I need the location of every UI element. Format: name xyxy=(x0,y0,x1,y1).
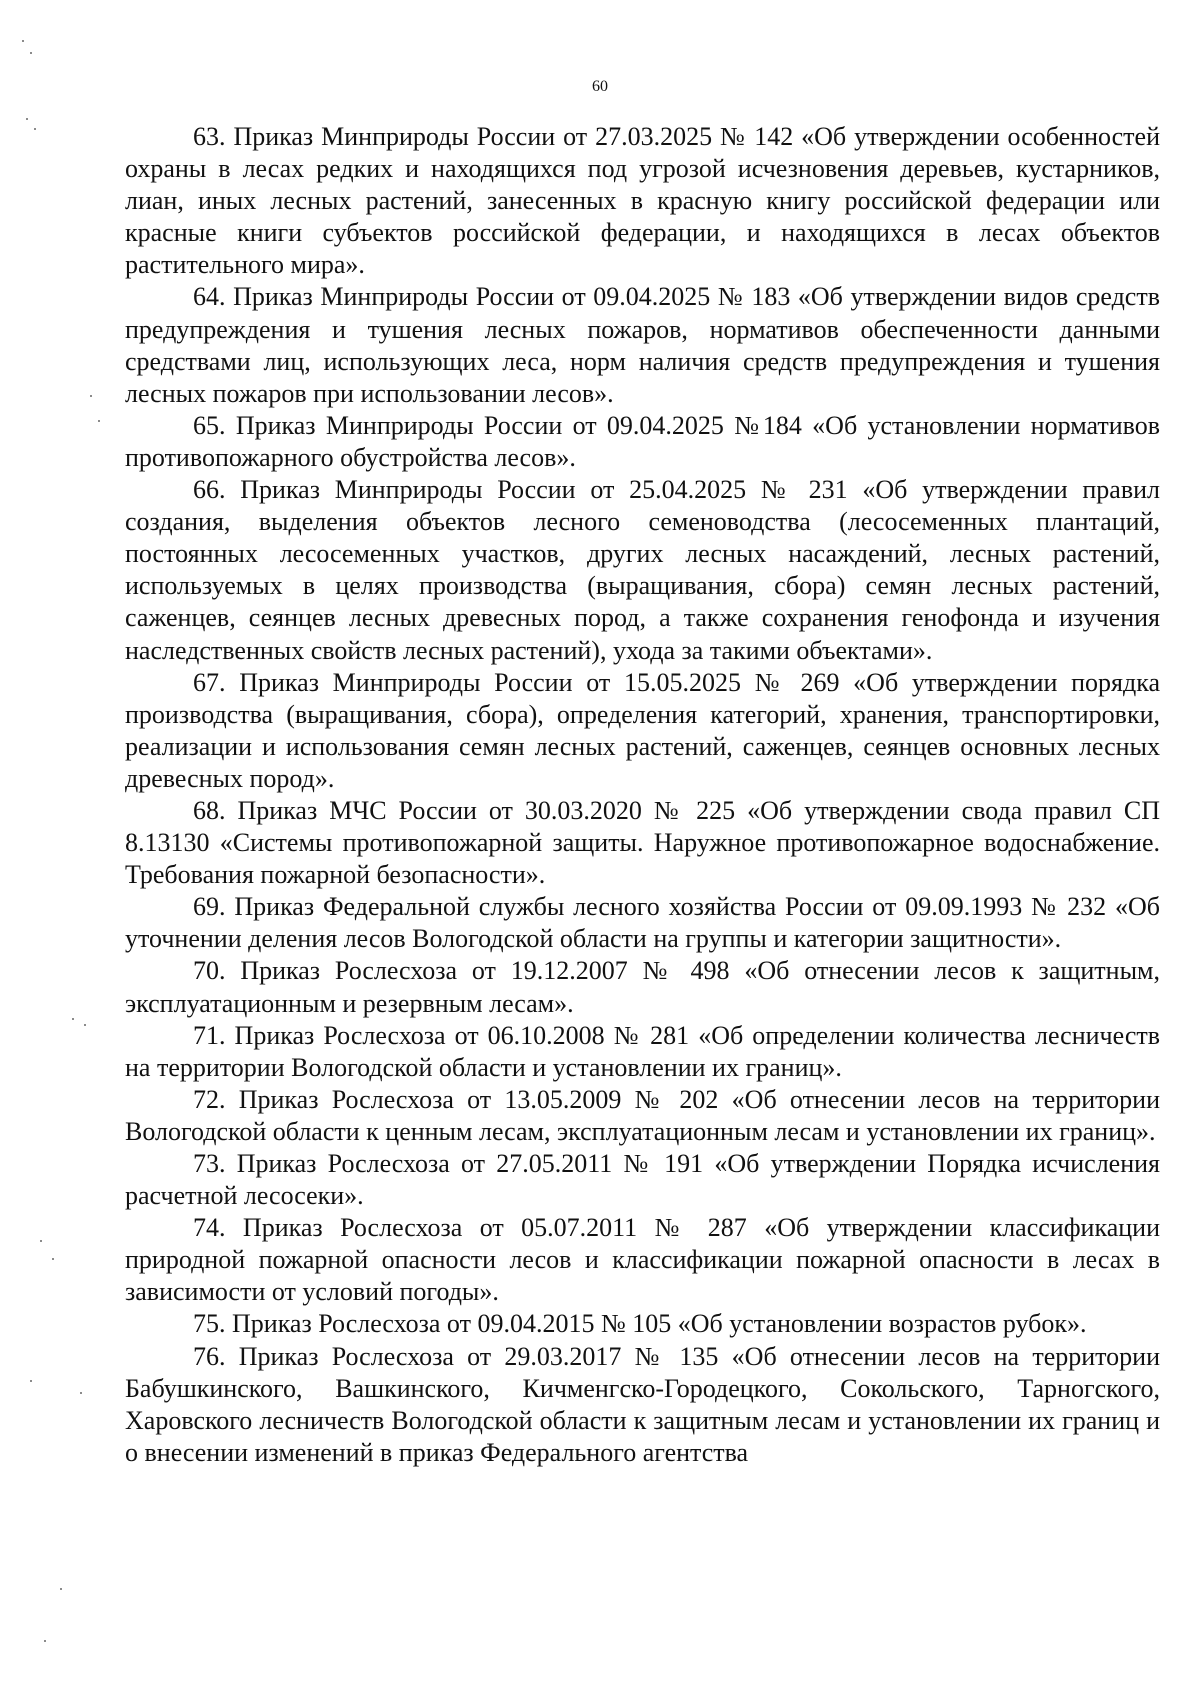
page-number: 60 xyxy=(592,78,608,95)
list-item: 69. Приказ Федеральной службы лесного хозяйства России от 09.09.1993 № 232 «Об уточнении деления лесов Вологодской области на группы и категории защитности». xyxy=(125,892,1160,954)
list-item: 64. Приказ Минприроды России от 09.04.2025 № 183 «Об утверждении видов средств предупреждения и тушения лесных пожаров, нормативов обеспеченности данными средствами лиц, использующих леса, норм наличия средств предупреждения и тушения лесных пожаров при использовании лесов». xyxy=(125,282,1160,408)
list-item: 71. Приказ Рослесхоза от 06.10.2008 № 281 «Об определении количества лесничеств на территории Вологодской области и установлении их границ». xyxy=(125,1020,1160,1082)
list-item: 75. Приказ Рослесхоза от 09.04.2015 № 105 «Об установлении возрастов рубок». xyxy=(193,1309,1087,1339)
list-item: 73. Приказ Рослесхоза от 27.05.2011 № 191 «Об утверждении Порядка исчисления расчетной лесосеки». xyxy=(125,1149,1160,1211)
list-item: 67. Приказ Минприроды России от 15.05.2025 № 269 «Об утверждении порядка производства (выращивания, сбора), определения категорий, хранения, транспортировки, реализации и использования семян лесных растений, саженцев, сеянцев основных лесных древесных пород». xyxy=(125,667,1160,793)
list-item: 70. Приказ Рослесхоза от 19.12.2007 № 498 «Об отнесении лесов к защитным, эксплуатационным и резервным лесам». xyxy=(125,956,1160,1018)
document-body xyxy=(125,121,1160,1469)
list-item: 63. Приказ Минприроды России от 27.03.2025 № 142 «Об утверждении особенностей охраны в лесах редких и находящихся под угрозой исчезновения деревьев, кустарников, лиан, иных лесных растений, занесенных в красную книгу российской федерации или красные книги субъектов российской федерации, и находящихся в лесах объектов растительного мира». xyxy=(125,122,1160,280)
list-item: 74. Приказ Рослесхоза от 05.07.2011 № 287 «Об утверждении классификации природной пожарной опасности лесов и классификации пожарной опасности в лесах в зависимости от условий погоды». xyxy=(125,1213,1160,1307)
list-item: 76. Приказ Рослесхоза от 29.03.2017 № 135 «Об отнесении лесов на территории Бабушкинского, Вашкинского, Кичменгско-Городецкого, Сокольского, Тарногского, Харовского лесничеств Вологодской области к защитным лесам и установлении их границ и о внесении изменений в приказ Федерального агентства xyxy=(125,1341,1160,1467)
list-item: 66. Приказ Минприроды России от 25.04.2025 № 231 «Об утверждении правил создания, выделения объектов лесного семеноводства (лесосеменных плантаций, постоянных лесосеменных участков, других лесных насаждений, лесных растений, используемых в целях производства (выращивания, сбора) семян лесных растений, саженцев, сеянцев лесных древесных пород, а также сохранения генофонда и изучения наследственных свойств лесных растений), ухода за такими объектами». xyxy=(125,475,1160,665)
list-item: 65. Приказ Минприроды России от 09.04.2025 №184 «Об установлении нормативов противопожарного обустройства лесов». xyxy=(125,410,1160,472)
list-item: 72. Приказ Рослесхоза от 13.05.2009 № 202 «Об отнесении лесов на территории Вологодской области к ценным лесам, эксплуатационным лесам и установлении их границ». xyxy=(125,1084,1160,1146)
scan-specks xyxy=(0,0,110,1697)
list-item: 68. Приказ МЧС России от 30.03.2020 № 225 «Об утверждении свода правил СП 8.13130 «Системы противопожарной защиты. Наружное противопожарное водоснабжение. Требования пожарной безопасности». xyxy=(125,795,1160,890)
